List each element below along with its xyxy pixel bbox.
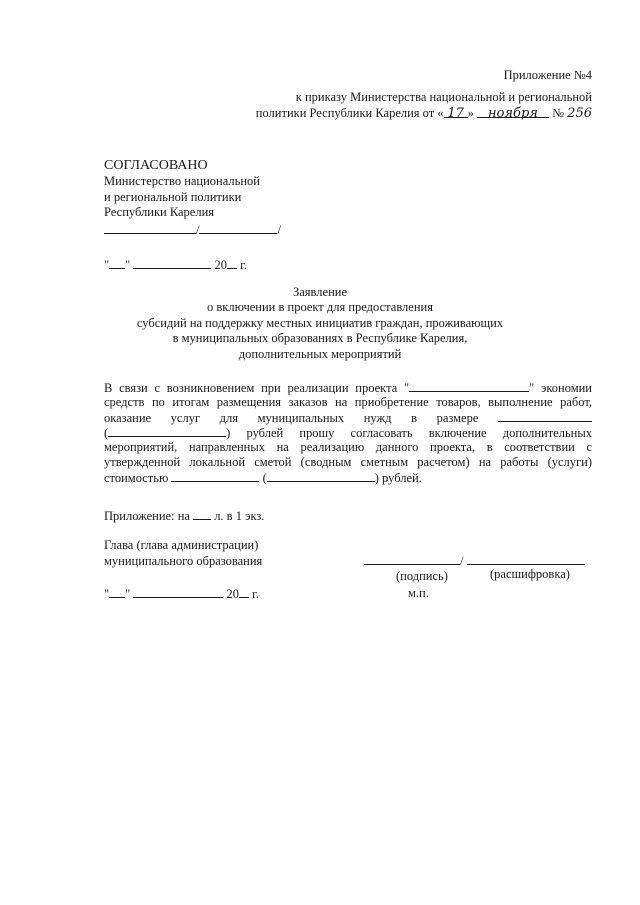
order-reference-prefix: политики Республики Карелия от «	[255, 106, 444, 120]
signature-caption: (подпись)	[396, 569, 448, 583]
order-number-handwritten: 256	[567, 106, 592, 121]
signatory-name-blank	[467, 553, 585, 565]
appendix-number: Приложение №4	[503, 68, 592, 82]
signatory-date-suffix: г.	[252, 587, 259, 601]
order-number-sign: №	[552, 106, 565, 120]
attachment-pages-blank	[193, 508, 211, 520]
approval-date-suffix: г.	[240, 258, 247, 272]
approval-name-blank	[199, 222, 277, 234]
approval-date-open-quote: "	[104, 258, 110, 272]
order-day-handwritten: 17	[444, 106, 468, 118]
body-line7	[104, 470, 592, 485]
order-reference-line1: к приказу Министерства национальной и региональной	[295, 90, 592, 104]
amount-words-blank	[108, 425, 226, 437]
approval-signature-blank	[104, 222, 196, 234]
body-line4-open-paren: (	[104, 426, 109, 440]
approval-org-line2: и региональной политики	[104, 190, 242, 204]
signatory-date-year: 20	[226, 587, 239, 601]
body-line7-open-paren: (	[262, 471, 267, 485]
project-name-blank	[409, 380, 529, 392]
title-line4: в муниципальных образованиях в Республике Карелия,	[172, 331, 468, 345]
approval-date-line	[104, 257, 247, 273]
signatory-line2: муниципального образования	[104, 554, 263, 568]
stamp-label: м.п.	[408, 586, 429, 600]
cost-figures-blank	[171, 470, 259, 482]
approval-signature-separator: /	[196, 223, 200, 237]
order-day-close-quote: »	[467, 106, 474, 120]
body-line6: утвержденной локальной сметой (сводным сметным расчетом) на работы (услуги)	[104, 455, 592, 469]
order-month-handwritten: ноября	[477, 106, 549, 118]
body-line7-text-c: ) рублей.	[374, 471, 422, 485]
attachment-line	[104, 508, 264, 524]
approval-date-year: 20	[214, 258, 227, 272]
signatory-date-day-blank	[109, 586, 125, 598]
title-line3: субсидий на поддержку местных инициатив граждан, проживающих	[136, 316, 504, 330]
signatory-date-month-blank	[133, 586, 223, 598]
attachment-suffix: л. в 1 экз.	[214, 509, 265, 523]
decode-caption: (расшифровка)	[490, 567, 570, 581]
body-line2: средств по итогам размещения заказов на приобретение товаров, выполнение работ,	[104, 395, 592, 409]
body-line4-text: ) рублей прошу согласовать включение дополнительных	[226, 426, 592, 440]
approval-org-line3: Республики Карелия	[104, 205, 215, 219]
cost-words-blank	[267, 470, 375, 482]
body-line7-text-a: стоимостью	[104, 471, 169, 485]
body-line3-text: оказание услуг для муниципальных нужд в размере	[104, 411, 479, 425]
signatory-line1: Глава (глава администрации)	[104, 538, 259, 552]
approval-date-close-quote: "	[125, 258, 131, 272]
approval-org-line1: Министерство национальной	[104, 174, 260, 188]
title-line1: Заявление	[292, 285, 347, 299]
title-line2: о включении в проект для предоставления	[207, 300, 433, 314]
signatory-date-close-quote: "	[125, 587, 131, 601]
body-line3	[104, 410, 592, 425]
order-reference-line2	[256, 106, 592, 121]
approval-date-day-blank	[109, 257, 125, 269]
approval-signature-line	[104, 222, 281, 238]
approval-date-year-blank	[227, 257, 237, 269]
signatory-separator: /	[460, 554, 464, 568]
approval-title: СОГЛАСОВАНО	[104, 158, 208, 173]
approval-date-month-blank	[133, 257, 211, 269]
signatory-date-open-quote: "	[104, 587, 110, 601]
body-line5: мероприятий, направленных на реализацию данного проекта, в соответствии с	[104, 440, 592, 454]
body-line1-text-a: В связи с возникновением при реализации проекта "	[104, 381, 410, 395]
attachment-prefix: Приложение: на	[104, 509, 190, 523]
amount-figures-blank	[498, 410, 592, 422]
signatory-signature-blank	[364, 553, 460, 565]
signatory-date-year-blank	[239, 586, 249, 598]
body-line1	[104, 380, 592, 395]
signatory-date-line	[104, 586, 259, 602]
body-line1-text-b: " экономии	[529, 381, 592, 395]
body-line4	[104, 425, 592, 440]
application-body	[104, 380, 592, 485]
approval-signature-end: /	[277, 223, 281, 237]
title-line5: дополнительных мероприятий	[238, 347, 402, 361]
